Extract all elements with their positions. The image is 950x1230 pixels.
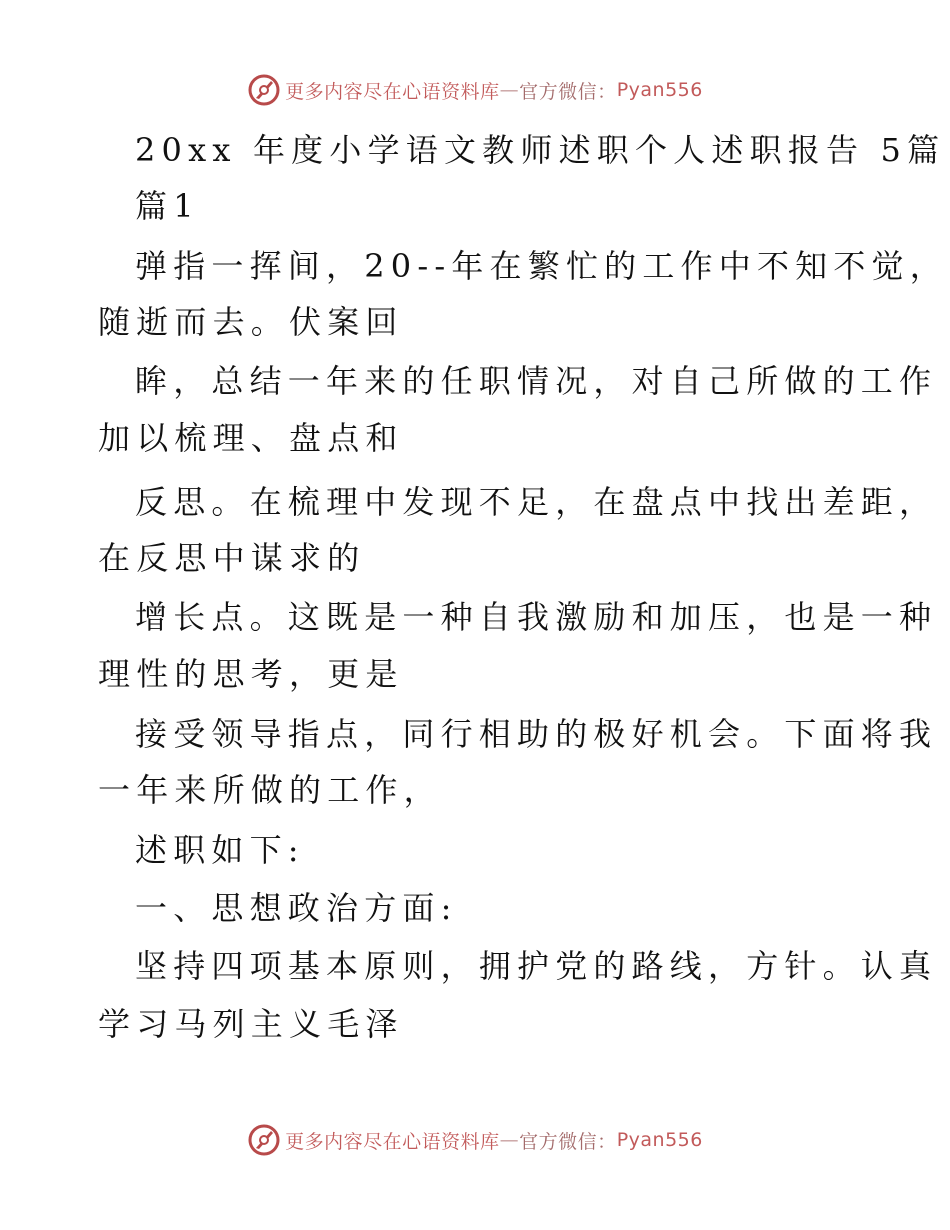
- watermark-dash: —: [499, 1129, 520, 1151]
- section-heading: 篇1: [135, 187, 200, 225]
- paragraph-line: 坚持四项基本原则，拥护党的路线，方针。认真: [135, 947, 938, 985]
- watermark-dash: —: [499, 79, 520, 101]
- paragraph-line: 理性的思考，更是: [98, 655, 404, 693]
- paragraph-line: 随逝而去。伏案回: [98, 303, 404, 341]
- watermark-site-name: 更多内容尽在心语资料库: [285, 80, 500, 103]
- paragraph-line: 弹指一挥间，20--年在繁忙的工作中不知不觉，: [135, 247, 948, 285]
- paragraph-line: 接受领导指点，同行相助的极好机会。下面将我: [135, 715, 938, 753]
- paragraph-line: 学习马列主义毛泽: [98, 1005, 404, 1043]
- watermark-wechat-label: 官方微信：: [519, 1130, 617, 1153]
- paragraph-line: 述职如下:: [135, 831, 305, 869]
- document-title: 20xx 年度小学语文教师述职个人述职报告 5篇: [135, 131, 946, 169]
- feather-seal-icon: [247, 1123, 281, 1157]
- paragraph-line: 一年来所做的工作，: [98, 771, 442, 809]
- watermark-wechat-id: Pyan556: [616, 79, 703, 101]
- paragraph-line: 在反思中谋求的: [98, 539, 366, 577]
- paragraph-line: 一、思想政治方面:: [135, 889, 458, 927]
- watermark-wechat-id: Pyan556: [616, 1129, 703, 1151]
- paragraph-line: 眸，总结一年来的任职情况，对自己所做的工作: [135, 362, 938, 400]
- paragraph-line: 增长点。这既是一种自我激励和加压，也是一种: [135, 598, 938, 636]
- watermark-wechat-label: 官方微信：: [519, 80, 617, 103]
- paragraph-line: 加以梳理、盘点和: [98, 419, 404, 457]
- feather-seal-icon: [247, 73, 281, 107]
- watermark-site-name: 更多内容尽在心语资料库: [285, 1130, 500, 1153]
- header-watermark: [0, 70, 950, 110]
- paragraph-line: 反思。在梳理中发现不足，在盘点中找出差距，: [135, 483, 938, 521]
- footer-watermark: [0, 1120, 950, 1160]
